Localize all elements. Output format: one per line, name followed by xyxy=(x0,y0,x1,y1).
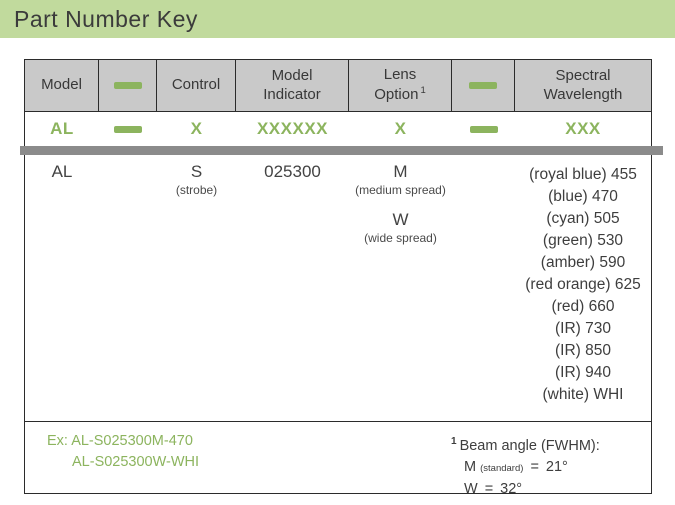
control-code: S xyxy=(190,162,203,181)
beam-angle-m xyxy=(451,457,641,479)
beam-code: W xyxy=(464,480,478,497)
divider-bar xyxy=(20,146,663,155)
beam-value: 21° xyxy=(545,458,568,475)
part-number-key-table xyxy=(24,59,652,497)
header-lens-option-label xyxy=(369,66,431,105)
beam-qualifier: (standard) xyxy=(480,462,524,474)
control-note: (strobe) xyxy=(175,183,218,197)
beam-angle-title-text: Beam angle (FWHM): xyxy=(459,437,600,454)
lens-option-code: M xyxy=(393,162,408,181)
lens-option-medium xyxy=(349,161,452,197)
table-value-row xyxy=(25,155,651,421)
key-control: X xyxy=(190,119,203,138)
wavelength-item: (blue) 470 xyxy=(548,188,618,205)
example-line-1 xyxy=(47,431,199,452)
value-model xyxy=(25,161,99,421)
table-footer-row xyxy=(25,421,651,497)
wavelength-item: (royal blue) 455 xyxy=(529,166,637,183)
value-model-indicator xyxy=(236,161,349,421)
key-separator-1 xyxy=(99,112,157,146)
model-code: AL xyxy=(51,162,73,181)
lens-option-note: (medium spread) xyxy=(355,183,446,197)
beam-angle-w xyxy=(451,479,641,500)
wavelength-item: (IR) 940 xyxy=(555,364,611,381)
wavelength-item: (IR) 730 xyxy=(555,320,611,337)
lens-option-wide xyxy=(349,209,452,245)
key-lens-option: X xyxy=(394,119,407,138)
header-model xyxy=(25,60,99,111)
table-header-row xyxy=(25,60,651,112)
dash-icon xyxy=(470,126,498,133)
wavelength-item: (IR) 850 xyxy=(555,342,611,359)
header-model-label: Model xyxy=(41,76,82,94)
key-spectral-wavelength: XXX xyxy=(565,119,601,138)
wavelength-item: (cyan) 505 xyxy=(546,210,620,227)
header-spectral-wavelength-label: Spectral Wavelength xyxy=(543,66,623,103)
header-model-indicator-label: Model Indicator xyxy=(263,66,321,103)
key-model-indicator: XXXXXX xyxy=(256,119,329,138)
header-separator-1 xyxy=(99,60,157,111)
wavelength-list xyxy=(515,161,651,421)
model-indicator-code: 025300 xyxy=(264,162,321,181)
title-bar xyxy=(0,0,675,38)
value-control xyxy=(157,161,236,421)
header-model-indicator xyxy=(236,60,349,111)
equals-sign: = xyxy=(530,458,539,475)
value-separator-2 xyxy=(452,161,515,421)
page-title: Part Number Key xyxy=(14,5,198,32)
header-control xyxy=(157,60,236,111)
beam-angle-footnote xyxy=(451,431,641,497)
wavelength-item: (red orange) 625 xyxy=(525,276,641,293)
dash-icon xyxy=(114,126,142,133)
wavelength-item: (white) WHI xyxy=(542,386,624,403)
lens-option-note: (wide spread) xyxy=(364,231,437,245)
lens-option-footnote-marker: 1 xyxy=(420,85,426,96)
key-separator-2 xyxy=(452,112,515,146)
part-number-format-row xyxy=(25,112,651,146)
dash-icon xyxy=(469,82,497,89)
dash-icon xyxy=(114,82,142,89)
footnote-marker: 1 xyxy=(451,436,457,447)
example-part-numbers xyxy=(47,431,199,493)
wavelength-item: (red) 660 xyxy=(551,298,615,315)
example-part-number: AL-S025300M-470 xyxy=(71,433,193,449)
beam-code: M xyxy=(464,458,477,475)
header-control-label: Control xyxy=(171,76,221,94)
wavelength-item: (green) 530 xyxy=(542,232,624,249)
header-spectral-wavelength xyxy=(515,60,651,111)
header-lens-option xyxy=(349,60,452,111)
lens-option-code: W xyxy=(392,210,409,229)
equals-sign: = xyxy=(484,480,494,497)
beam-value: 32° xyxy=(500,480,523,497)
wavelength-item: (amber) 590 xyxy=(540,254,626,271)
example-label: Ex: xyxy=(47,433,68,449)
header-lens-option-text: Lens Option xyxy=(374,66,419,103)
header-separator-2 xyxy=(452,60,515,111)
example-part-number: AL-S025300W-WHI xyxy=(72,454,200,470)
key-model: AL xyxy=(50,119,74,138)
value-separator-1 xyxy=(99,161,157,421)
value-lens-option xyxy=(349,161,452,421)
beam-angle-title xyxy=(451,431,641,457)
